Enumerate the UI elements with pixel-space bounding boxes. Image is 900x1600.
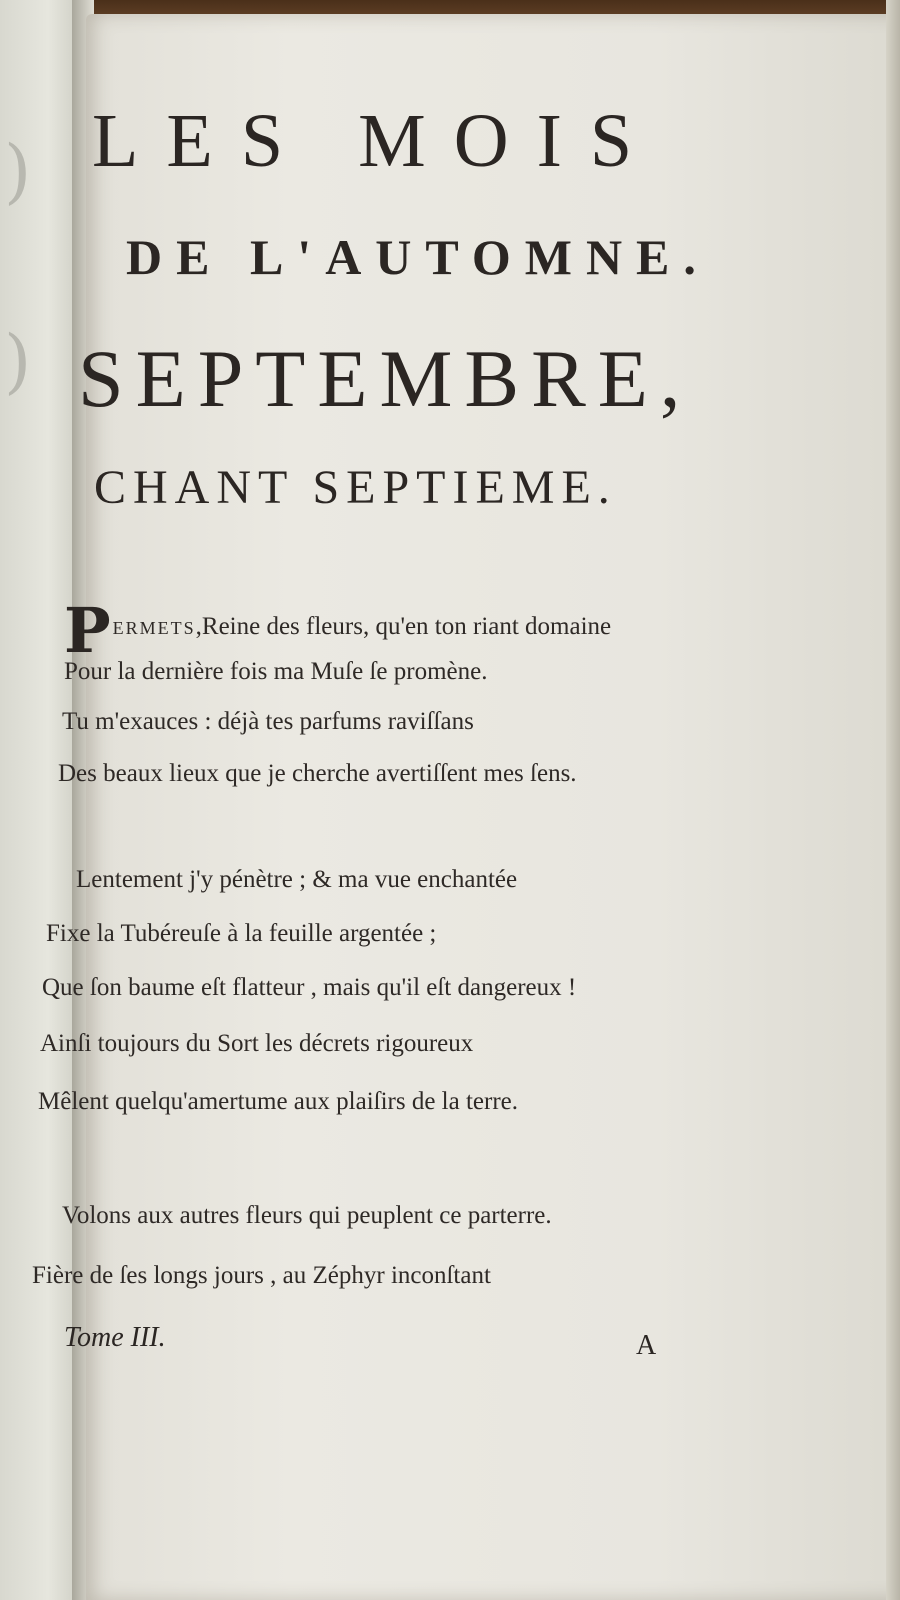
- first-line-text: ,Reine des fleurs, qu'en ton riant domaine: [195, 613, 612, 640]
- poem-line: Fixe la Tubéreuſe à la feuille argentée ;: [46, 920, 437, 947]
- title-septembre: SEPTEMBRE,: [78, 333, 693, 424]
- title-les-mois: LES MOIS: [92, 99, 661, 183]
- poem-line: Lentement j'y pénètre ; & ma vue enchantée: [76, 866, 518, 893]
- drop-cap: P: [64, 594, 111, 667]
- volume-label: Tome III.: [64, 1322, 166, 1353]
- signature-mark: A: [636, 1330, 657, 1361]
- poem-line: Mêlent quelqu'amertume aux plaiſirs de la terre.: [38, 1088, 519, 1115]
- title-chant-septieme: CHANT SEPTIEME.: [94, 461, 617, 514]
- facing-page: [0, 0, 80, 1600]
- poem-line: Tu m'exauces : déjà tes parfums raviſſans: [62, 708, 474, 735]
- title-de-l-automne: DE L'AUTOMNE.: [126, 229, 710, 285]
- poem-line: Des beaux lieux que je cherche avertiſſent mes ſens.: [58, 760, 577, 787]
- bleed-through-mark: ): [4, 320, 32, 402]
- poem-line: Pour la dernière fois ma Muſe ſe promène.: [64, 658, 488, 685]
- first-word-small-caps: ERMETS: [112, 618, 196, 638]
- page-edge: [886, 0, 900, 1600]
- poem-line: Ainſi toujours du Sort les décrets rigoureux: [40, 1030, 474, 1057]
- bleed-through-mark: ): [4, 130, 32, 212]
- poem-line: Fière de ſes longs jours , au Zéphyr inconſtant: [32, 1262, 491, 1289]
- poem-line: Volons aux autres fleurs qui peuplent ce parterre.: [62, 1202, 552, 1229]
- poem-line: Que ſon baume eſt flatteur , mais qu'il eſt dangereux !: [42, 974, 577, 1001]
- poem-line: [64, 594, 612, 667]
